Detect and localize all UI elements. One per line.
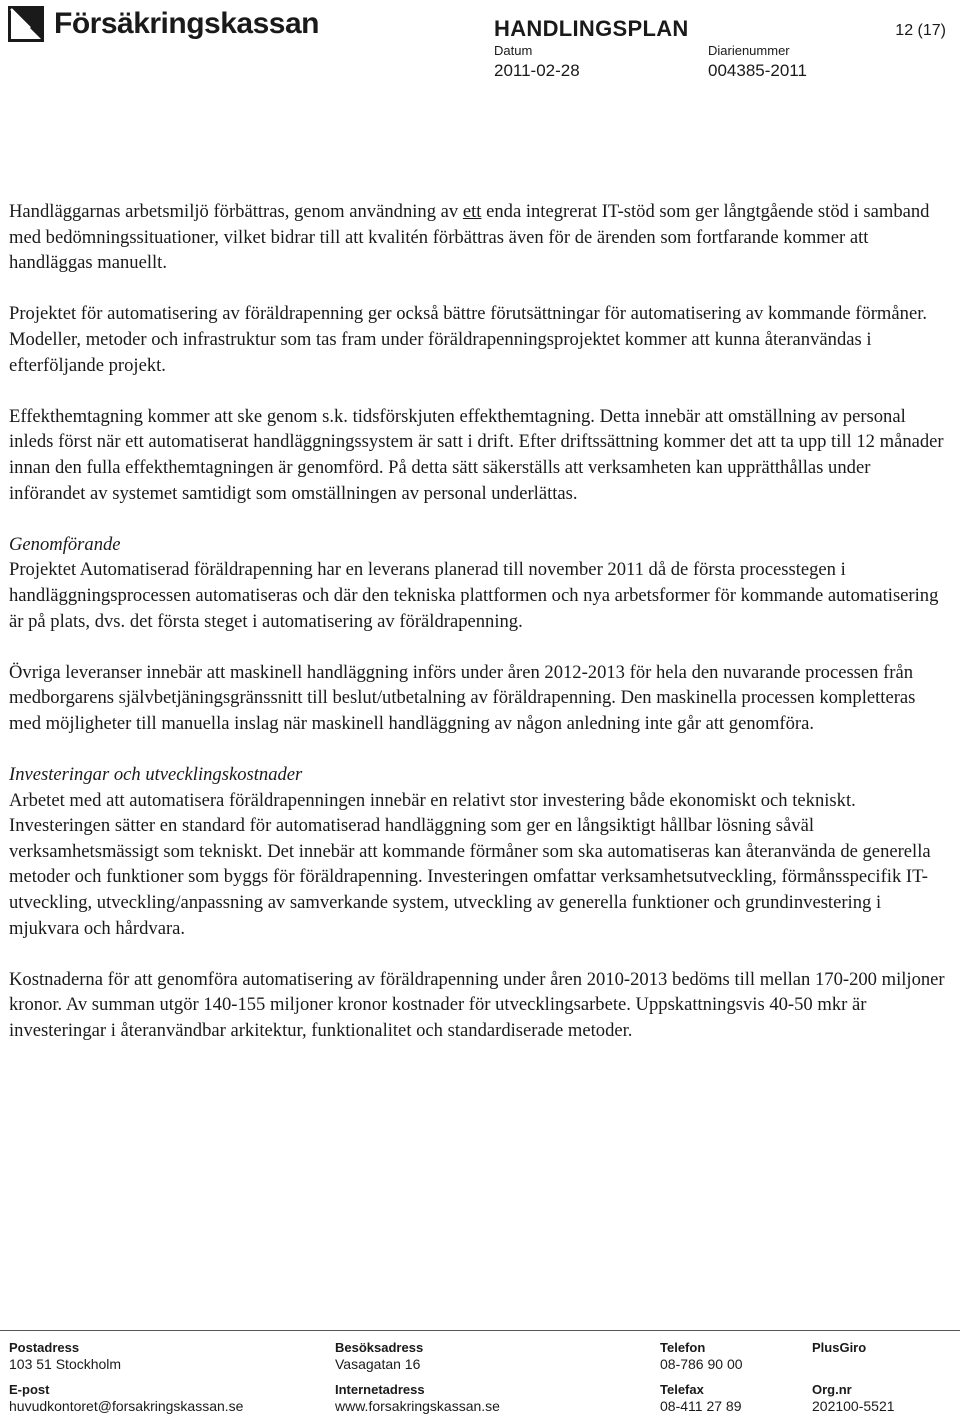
footer-label: Telefax <box>660 1382 704 1397</box>
footer-label: Besöksadress <box>335 1340 424 1355</box>
paragraph-effect-realization: Effekthemtagning kommer att ske genom s.k. tidsförskjuten effekthemtagning. Detta innebär att omställning av personal inleds först när ett automatiserat handläggningssystem är satt i drift. Efter driftssättning kommer det att ta upp till 12 månader innan den fulla effekthemtagningen är genomförd. På detta sätt säkerställs att verksamheten kan upprätthållas under införandet av systemet samtidigt som omställningen av personal underlättas. <box>9 405 944 504</box>
paragraph-work-environment: Handläggarnas arbetsmiljö förbättras, genom användning av ett enda integrerat IT-stöd som ger långtgående stöd i samband med bedömningssituationer, vilket bidrar till att kvalitén förbättras även för de ärenden som fortfarande kommer att handläggas manuellt. <box>9 201 930 274</box>
page-footer <box>0 1330 960 1414</box>
paragraph-investment: Arbetet med att automatisera föräldrapenningen innebär en relativt stor investering både ekonomiskt och tekniskt. Investeringen sätter en standard för automatiserad handläggning som ger en långsiktigt hållbar lösning såväl verksamhetsmässigt som tekniskt. Det innebär att kommande förmåner som ska automatiseras kan återanvända de generella metoder och funktioner som byggs för föräldrapenning. Investeringen omfattar verksamhetsutveckling, förmånsspecifik IT-utveckling, utveckling/anpassning av samverkande system, utveckling av generella funktioner och grundinvestering i mjukvara och hårdvara. <box>9 789 931 939</box>
footer-value: 08-411 27 89 <box>660 1398 742 1414</box>
paragraph-costs: Kostnaderna för att genomföra automatisering av föräldrapenning under åren 2010-2013 bedöms till mellan 170-200 miljoner kronor. Av summan utgör 140-155 miljoner kronor kostnader för utvecklingsarbete. Uppskattningsvis 40-50 mkr är investeringar i återanvändbar arkitektur, funktionalitet och standardiserade metoder. <box>9 968 945 1041</box>
company-logo <box>8 4 319 44</box>
paragraph-automation-benefits: Projektet för automatisering av föräldrapenning ger också bättre förutsättningar för automatisering av kommande förmåner. Modeller, metoder och infrastruktur som tas fram under föräldrapenningsprojektet kommer att kunna återanvändas i efterföljande projekt. <box>9 303 928 376</box>
diary-number-label: Diarienummer <box>708 43 790 58</box>
page-number: 12 (17) <box>895 22 946 39</box>
document-title: HANDLINGSPLAN <box>494 16 689 41</box>
document-body <box>9 199 949 1044</box>
date-value: 2011-02-28 <box>494 61 580 80</box>
footer-label: Telefon <box>660 1340 706 1355</box>
footer-value: 08-786 90 00 <box>660 1356 743 1372</box>
paragraph-other-deliveries: Övriga leveranser innebär att maskinell handläggning införs under åren 2012-2013 för hela den nuvarande processen från medborgarens självbetjäningsgränssnitt till beslut/utbetalning av föräldrapenning. Den maskinella processen kompletteras med möjligheter till manuella inslag när maskinell handläggning av någon anledning inte går att genomföra. <box>9 661 916 734</box>
footer-value: 202100-5521 <box>812 1398 895 1414</box>
underlined-word: ett <box>462 201 482 222</box>
footer-label: PlusGiro <box>812 1340 867 1355</box>
footer-label: E-post <box>9 1382 50 1397</box>
footer-label: Org.nr <box>812 1382 852 1397</box>
footer-label: Internetadress <box>335 1382 425 1397</box>
section-heading-investeringar: Investeringar och utvecklingskostnader <box>9 764 303 786</box>
footer-value: Vasagatan 16 <box>335 1356 421 1372</box>
date-label: Datum <box>494 43 533 58</box>
footer-website-link[interactable]: www.forsakringskassan.se <box>335 1398 500 1414</box>
footer-value: 103 51 Stockholm <box>9 1356 122 1372</box>
footer-label: Postadress <box>9 1340 80 1355</box>
logo-text: Försäkringskassan <box>54 7 319 40</box>
paragraph-implementation: Projektet Automatiserad föräldrapenning har en leverans planerad till november 2011 då de första processtegen i handläggningsprocessen automatiseras och där den tekniska plattformen och nya arbetsformer för kommande automatisering är på plats, dvs. det första steget i automatisering av föräldrapenning. <box>9 559 939 632</box>
section-heading-genomforande: Genomförande <box>9 533 121 555</box>
diary-number-value: 004385-2011 <box>708 61 807 80</box>
footer-email-link[interactable]: huvudkontoret@forsakringskassan.se <box>9 1398 244 1414</box>
logo-mark-icon <box>8 6 44 42</box>
